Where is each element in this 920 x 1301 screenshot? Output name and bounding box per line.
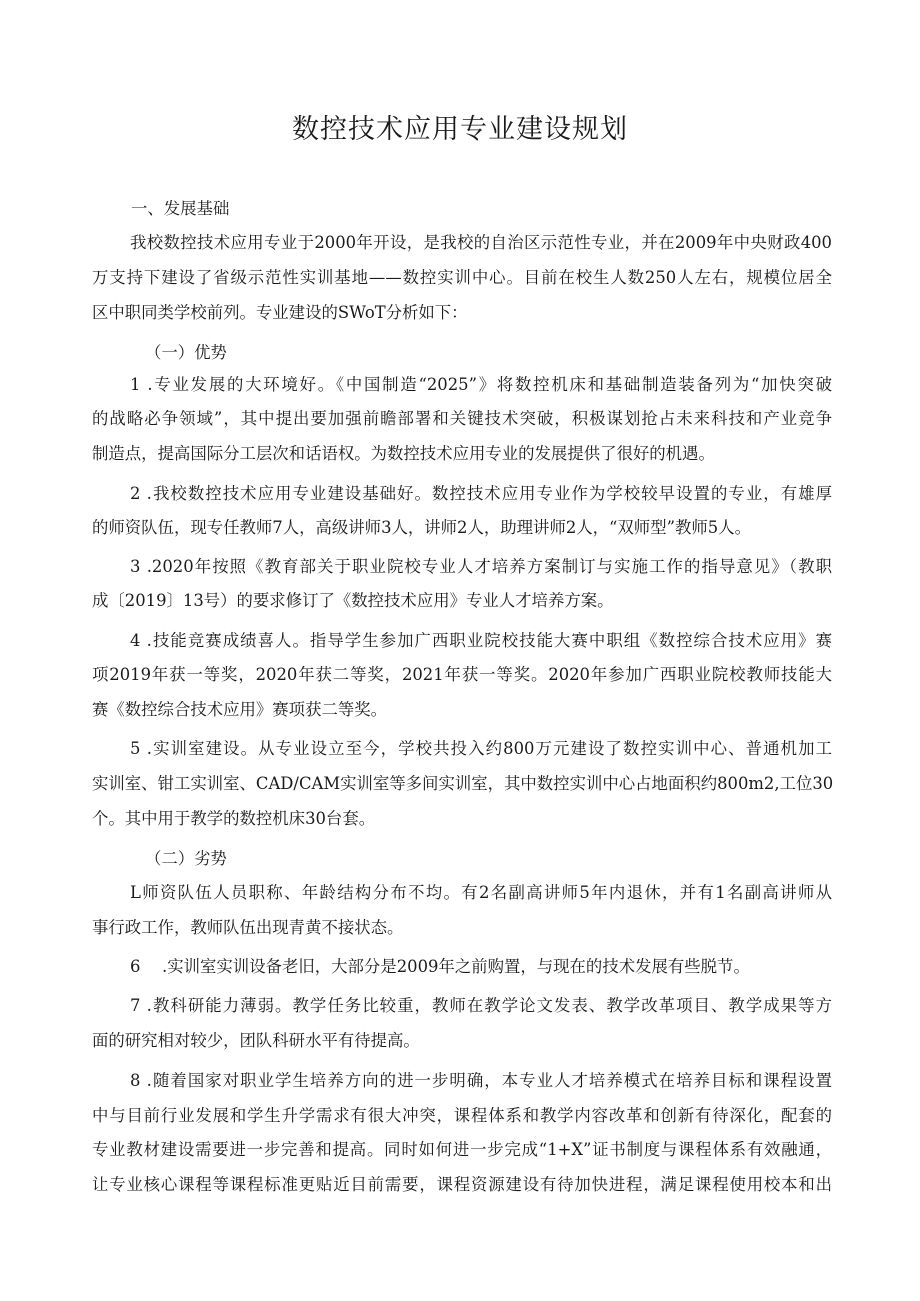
paragraph-line: 8 .随着国家对职业学生培养方向的进一步明确，本专业人才培养模式在培养目标和课程设置	[130, 1071, 832, 1090]
paragraph-line: 专业教材建设需要进一步完善和提高。同时如何进一步完成“1+X”证书制度与课程体系有效融通，	[92, 1140, 832, 1159]
paragraph-line: 5 .实训室建设。从专业设立至今，学校共投入约800万元建设了数控实训中心、普通机加工	[130, 739, 832, 758]
paragraph-line: 4 .技能竞赛成绩喜人。指导学生参加广西职业院校技能大赛中职组《数控综合技术应用》赛	[130, 631, 832, 650]
paragraph-line: 3 .2020年按照《教育部关于职业院校专业人才培养方案制订与实施工作的指导意见》（教职	[130, 557, 832, 576]
paragraph-line: 我校数控技术应用专业于2000年开设，是我校的自治区示范性专业，并在2009年中央财政400	[130, 233, 832, 252]
paragraph-line: 赛《数控综合技术应用》赛项获二等奖。	[92, 700, 388, 719]
paragraph-line: 1 .专业发展的大环境好。《中国制造“2025”》将数控机床和基础制造装备列为“加快突破	[130, 375, 832, 394]
paragraph-line: 区中职同类学校前列。专业建设的SWoT分析如下：	[92, 303, 468, 322]
paragraph-line: 让专业核心课程等课程标准更贴近目前需要，课程资源建设有待加快进程，满足课程使用校本和出	[92, 1175, 832, 1194]
paragraph-line: 面的研究相对较少，团队科研水平有待提高。	[92, 1031, 420, 1050]
paragraph-line: 个。其中用于教学的数控机床30台套。	[92, 809, 376, 828]
paragraph-line: 6 .实训室实训设备老旧，大部分是2009年之前购置，与现在的技术发展有些脱节。	[130, 957, 750, 976]
subsection-heading: （一）优势	[145, 343, 227, 362]
paragraph-line: 成〔2019〕13号）的要求修订了《数控技术应用》专业人才培养方案。	[92, 591, 614, 610]
paragraph-line: 事行政工作，教师队伍出现青黄不接状态。	[92, 918, 404, 937]
paragraph-line: 的师资队伍，现专任教师7人，高级讲师3人，讲师2人，助理讲师2人，“双师型”教师5人。	[92, 518, 751, 537]
paragraph-line: L师资队伍人员职称、年龄结构分布不均。有2名副高讲师5年内退休，并有1名副高讲师从	[130, 883, 832, 902]
section-heading: 一、发展基础	[131, 199, 230, 218]
paragraph-line: 实训室、钳工实训室、CAD/CAM实训室等多间实训室，其中数控实训中心占地面积约800m2,工位30	[92, 774, 834, 793]
paragraph-line: 万支持下建设了省级示范性实训基地——数控实训中心。目前在校生人数250人左右，规模位居全	[92, 268, 832, 287]
paragraph-line: 2 .我校数控技术应用专业建设基础好。数控技术应用专业作为学校较早设置的专业，有雄厚	[130, 484, 832, 503]
document-title: 数控技术应用专业建设规划	[292, 114, 628, 145]
paragraph-line: 制造点，提高国际分工层次和话语权。为数控技术应用专业的发展提供了很好的机遇。	[92, 444, 715, 463]
paragraph-line: 7 .教科研能力薄弱。教学任务比较重，教师在教学论文发表、教学改革项目、教学成果等方	[130, 996, 832, 1015]
paragraph-line: 的战略必争领域”，其中提出要加强前瞻部署和关键技术突破，积极谋划抢占未来科技和产业竞争	[92, 409, 832, 428]
subsection-heading: （二）劣势	[145, 849, 227, 868]
paragraph-line: 项2019年获一等奖，2020年获二等奖，2021年获一等奖。2020年参加广西职业院校教师技能大	[92, 665, 832, 684]
paragraph-line: 中与目前行业发展和学生升学需求有很大冲突，课程体系和教学内容改革和创新有待深化，配套的	[92, 1106, 832, 1125]
